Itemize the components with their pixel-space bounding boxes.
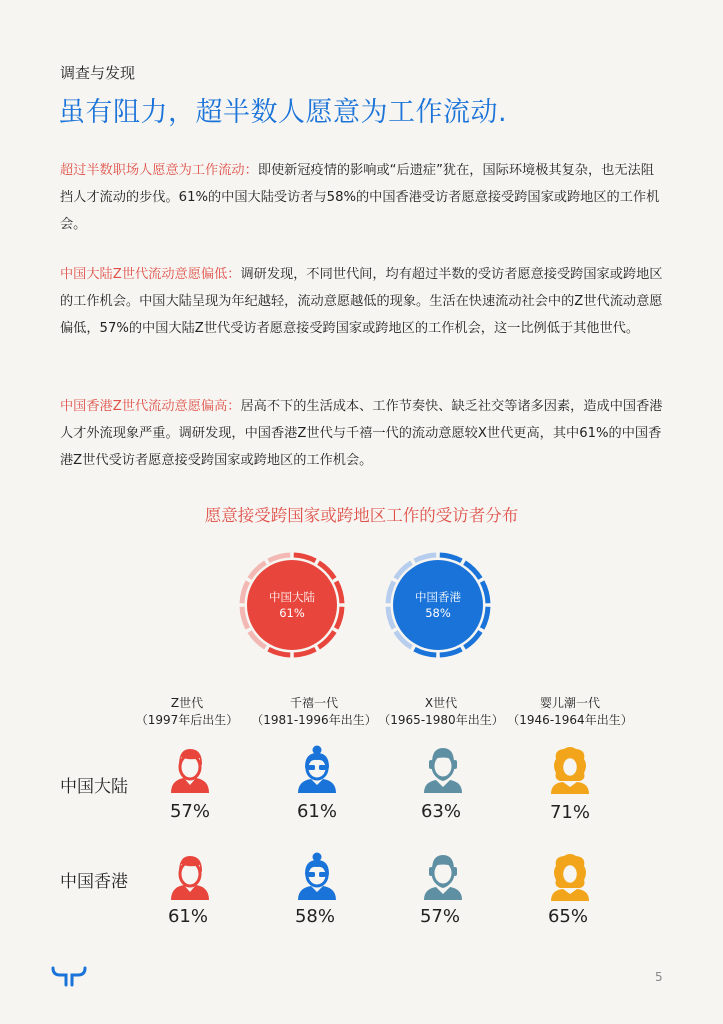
donut-label-region: 中国大陆: [269, 590, 315, 604]
section-label: 调查与发现: [60, 64, 136, 82]
donut-ring-segment: [415, 555, 437, 561]
person-bun-glasses-icon: [295, 852, 339, 902]
generation-name: Z世代: [170, 696, 204, 710]
generation-years: （1997年后出生）: [135, 713, 239, 727]
generation-years: （1965-1980年出生）: [378, 713, 504, 727]
generation-header-millennial: [249, 695, 379, 729]
generation-years: （1946-1964年出生）: [507, 713, 633, 727]
value-mainland-boomer: 71%: [549, 802, 590, 823]
chart-title: 愿意接受跨国家或跨地区工作的受访者分布: [204, 506, 519, 525]
value-mainland-millennial: 61%: [296, 801, 337, 822]
donut-label-value: 58%: [425, 606, 451, 620]
donut-mainland: [242, 555, 342, 655]
person-curly-hair-icon: [548, 852, 592, 902]
donut-core: [247, 560, 337, 650]
donut-ring-segment: [242, 582, 248, 604]
donut-ring-segment: [269, 555, 291, 561]
donut-ring-segment: [415, 649, 437, 655]
donut-ring-segment: [440, 649, 462, 655]
donut-ring-segment: [482, 607, 488, 629]
value-hongkong-millennial: 58%: [294, 906, 335, 927]
paragraph-lead: 中国大陆Z世代流动意愿偏低：: [60, 267, 241, 282]
row-label-hongkong: 中国香港: [60, 872, 128, 892]
generation-name: X世代: [424, 696, 458, 710]
paragraph-hongkong-genz: [60, 393, 666, 474]
value-hongkong-boomer: 65%: [547, 906, 588, 927]
paragraph-mainland-genz: [60, 261, 666, 342]
paragraph-body: 调研发现，不同世代间，均有超过半数的受访者愿意接受跨国家或跨地区的工作机会。中国大陆呈现为年纪越轻，流动意愿越低的现象。生活在快速流动社会中的Z世代流动意愿偏低，57%的中国大陆Z世代受访者愿意接受跨国家或跨地区的工作机会，这一比例低于其他世代。: [60, 267, 663, 336]
donut-hongkong: [388, 555, 488, 655]
page-number: 5: [655, 970, 663, 984]
person-short-hair-icon: [168, 745, 212, 795]
donut-label-region: 中国香港: [415, 590, 461, 604]
donut-label-value: 61%: [279, 606, 305, 620]
donut-ring-segment: [482, 582, 488, 604]
donut-ring-segment: [388, 582, 394, 604]
person-curly-hair-icon: [548, 745, 592, 795]
donut-ring-segment: [336, 607, 342, 629]
row-label-mainland: 中国大陆: [60, 777, 128, 797]
paragraph-body: 即使新冠疫情的影响或“后遗症”犹在，国际环境极其复杂，也无法阻挡人才流动的步伐。61%的中国大陆受访者与58%的中国香港受访者愿意接受跨国家或跨地区的工作机会。: [60, 163, 660, 232]
value-hongkong-genx: 57%: [419, 906, 460, 927]
brand-logo: [51, 965, 87, 987]
value-mainland-genx: 63%: [420, 801, 461, 822]
generation-header-z: [122, 695, 252, 729]
paragraph-lead: 中国香港Z世代流动意愿偏高：: [60, 399, 241, 414]
value-hongkong-genz: 61%: [167, 906, 208, 927]
donut-ring-segment: [388, 607, 394, 629]
region-donut-chart: [0, 545, 723, 665]
paragraph-lead: 超过半数职场人愿意为工作流动：: [60, 163, 258, 178]
person-bun-glasses-icon: [295, 745, 339, 795]
page-headline: 虽有阻力，超半数人愿意为工作流动.: [58, 97, 508, 128]
generation-name: 千禧一代: [289, 696, 338, 710]
donut-ring-segment: [294, 555, 316, 561]
paragraph-talent-mobility: [60, 157, 666, 238]
donut-ring-segment: [440, 555, 462, 561]
person-short-hair-icon: [168, 852, 212, 902]
paragraph-body: 居高不下的生活成本、工作节奏快、缺乏社交等诸多因素，造成中国香港人才外流现象严重。调研发现，中国香港Z世代与千禧一代的流动意愿较X世代更高，其中61%的中国香港Z世代受访者愿意接受跨国家或跨地区的工作机会。: [60, 399, 663, 468]
person-beard-icon: [421, 745, 465, 795]
generation-years: （1981-1996年出生）: [251, 713, 377, 727]
donut-ring-segment: [269, 649, 291, 655]
person-beard-icon: [421, 852, 465, 902]
donut-ring-segment: [242, 607, 248, 629]
donut-core: [393, 560, 483, 650]
value-mainland-genz: 57%: [169, 801, 210, 822]
donut-ring-segment: [294, 649, 316, 655]
generation-header-x: [376, 695, 506, 729]
generation-name: 婴儿潮一代: [539, 696, 600, 710]
generation-header-boomer: [505, 695, 635, 729]
donut-ring-segment: [336, 582, 342, 604]
